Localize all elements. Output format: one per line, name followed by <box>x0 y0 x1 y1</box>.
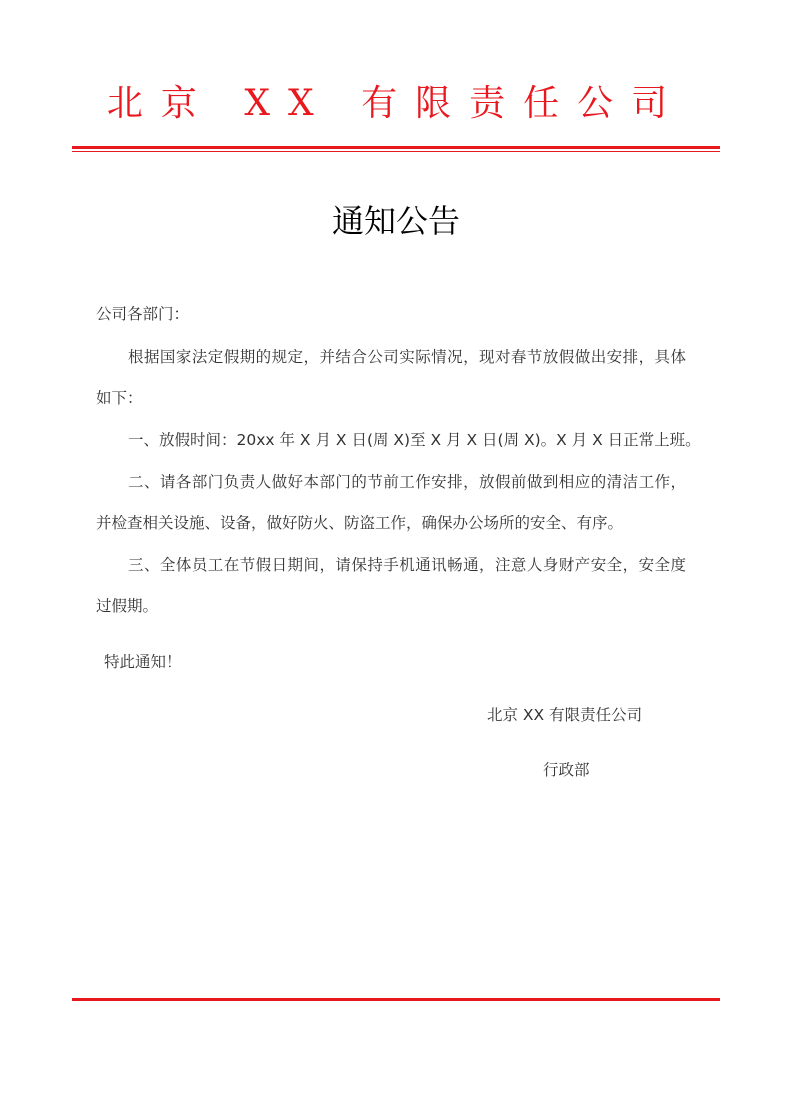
item-3-line-1: 三、全体员工在节假日期间，请保持手机通讯畅通，注意人身财产安全，安全度 <box>128 556 686 574</box>
footer-divider <box>72 998 720 1001</box>
header-divider-thin <box>72 151 720 152</box>
item-3-line-2: 过假期。 <box>96 597 159 615</box>
closing-remark: 特此通知！ <box>104 653 182 671</box>
intro-line-1: 根据国家法定假期的规定，并结合公司实际情况，现对春节放假做出安排，具体 <box>128 348 686 366</box>
intro-line-2: 如下： <box>96 389 143 407</box>
signature-company: 北京 XX 有限责任公司 <box>487 706 643 724</box>
item-1: 一、放假时间：20xx 年 X 月 X 日(周 X)至 X 月 X 日(周 X)。X 月 X 日正常上班。 <box>128 431 701 449</box>
notice-heading: 通知公告 <box>331 202 460 240</box>
signature-department: 行政部 <box>543 761 590 779</box>
header-divider-thick <box>72 146 720 149</box>
item-2-line-2: 并检查相关设施、设备，做好防火、防盗工作，确保办公场所的安全、有序。 <box>96 514 624 532</box>
item-2-line-1: 二、请各部门负责人做好本部门的节前工作安排，放假前做到相应的清洁工作， <box>128 473 686 491</box>
salutation: 公司各部门： <box>96 305 190 323</box>
company-letterhead-title: 北京 XX 有限责任公司 <box>106 83 686 124</box>
